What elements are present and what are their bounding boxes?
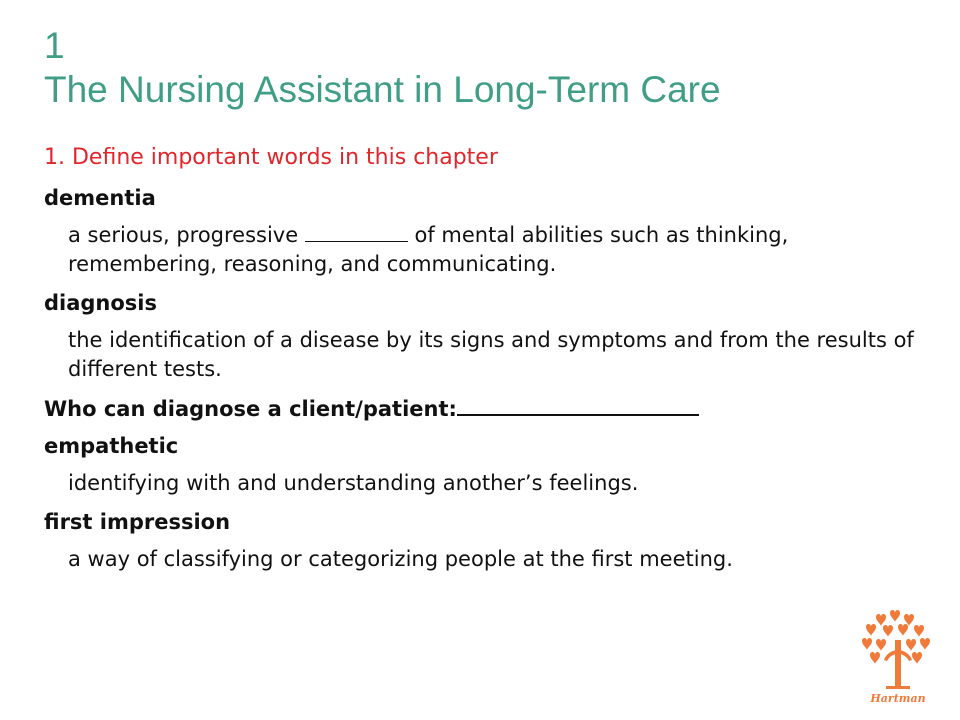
definition-diagnosis: the identification of a disease by its signs and symptoms and from the results of different tests. xyxy=(68,328,914,381)
term-first-impression: first impression xyxy=(44,510,231,534)
question-text: Who can diagnose a client/patient: xyxy=(44,397,457,421)
term-diagnosis: diagnosis xyxy=(44,291,158,315)
fill-in-blank xyxy=(305,221,408,242)
definition-dementia-part2: of mental abilities such as thinking, remembering, reasoning, and communicating. xyxy=(68,223,789,276)
logo-wordmark: Hartman xyxy=(870,692,926,705)
definition-dementia xyxy=(68,221,924,279)
definition-empathetic: identifying with and understanding another’s feelings. xyxy=(68,471,639,495)
heart-leaf xyxy=(876,614,886,626)
glossary xyxy=(44,184,924,584)
definition-dementia-part1: a serious, progressive xyxy=(68,223,305,247)
question-diagnose xyxy=(44,394,924,424)
slide-header xyxy=(44,24,721,112)
term-empathetic: empathetic xyxy=(44,434,179,458)
term-dementia: dementia xyxy=(44,186,156,210)
chapter-title: The Nursing Assistant in Long-Term Care xyxy=(44,69,721,110)
definition-first-impression: a way of classifying or categorizing people at the first meeting. xyxy=(68,547,733,571)
hartman-logo xyxy=(856,606,940,706)
answer-blank xyxy=(457,394,699,416)
chapter-number: 1 xyxy=(44,25,65,66)
heart-tree-logo-icon xyxy=(856,606,940,706)
learning-objective: 1. Define important words in this chapter xyxy=(44,145,498,170)
